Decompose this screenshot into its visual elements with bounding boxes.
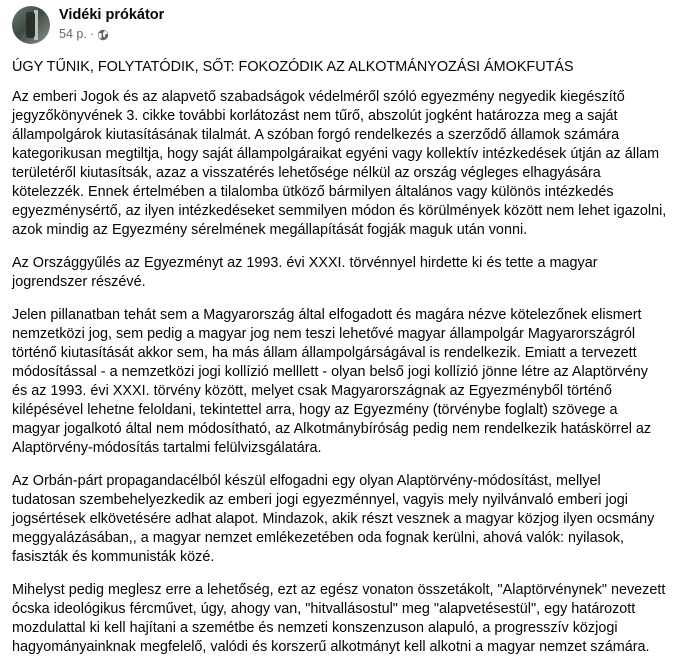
globe-icon[interactable] [97, 28, 109, 40]
post-paragraph: Jelen pillanatban tehát sem a Magyarország által elfogadott és magára nézve kötelezőnek elismert nemzetközi jog, sem pedig a magyar jog nem teszi lehetővé magyar állampolgár Magyarországról történő kiutasítását akkor sem, ha más állam állampolgárságával is rendelkezik. Emiatt a tervezett módosítással - a nemzetközi jogi kollízió melllett - olyan belső jogi kollízió jönne létre az Alaptörvény és az 1993. évi XXXI. törvény között, melyet csak Magyarországnak az Egyezményből történő kilépésével lehetne feloldani, tekintettel arra, hogy az Egyezmény (törvénybe foglalt) szövege a magyar jogalkotó által nem módosítható, az Alkotmánybíróság pedig nem rendelkezik hatáskörrel az Alaptörvény-módosítás tartalmi felülvizsgálatára. [12, 307, 652, 456]
author-name[interactable]: Vidéki prókátor [59, 7, 165, 23]
post-header [12, 0, 667, 52]
separator-dot: · [89, 27, 94, 41]
post-paragraph: Mihelyst pedig meglesz erre a lehetőség, ezt az egész vonaton összetákolt, "Alaptörvénynek" nevezett ócska ideológikus fércművet, úgy, ahogy van, "hitvallásostul" meg "alapvetésestül", egy határozott mozdulattal ki kell hajítani a szemétbe és nemzeti konszenzuson alapuló, a progresszív közjogi hagyományainknak megfelelő, valódi és korszerű alkotmányt kell alkotni a magyar nemzet számára. [12, 582, 666, 655]
post-body [12, 58, 667, 657]
post-subline [59, 25, 164, 43]
post-title: ÚGY TŰNIK, FOLYTATÓDIK, SŐT: FOKOZÓDIK AZ ALKOTMÁNYOZÁSI ÁMOKFUTÁS [12, 59, 574, 75]
post-timestamp[interactable]: 54 p. [59, 27, 87, 41]
post-paragraph: Az emberi Jogok és az alapvető szabadságok védelméről szóló egyezmény negyedik kiegészítő jegyzőkönyvének 3. cikke további korlátozást nem tűrő, abszolút jogként határozza meg a saját állampolgárok kiutasításának tilalmát. A szóban forgó rendelkezés a szerződő államok számára kategorikusan megtiltja, hogy saját állampolgáraikat egyéni vagy kollektív intézkedések útján az állam területéről kiutasítsák, azaz a visszatérés lehetősége nélkül az ország végleges elhagyására kötelezzék. Ennek értelmében a tilalomba ütköző bármilyen általános vagy különös intézkedés egyezménysértő, az ilyen intézkedéseket semmilyen módon és körülmények között nem lehet igazolni, azok mindig az Egyezmény sérelmének megállapítását fogják maguk után vonni. [12, 89, 667, 238]
post-paragraph: Az Orbán-párt propagandacélból készül elfogadni egy olyan Alaptörvény-módosítást, mellyel tudatosan szembehelyezkedik az emberi jogi egyezménnyel, vagyis mely nyilvánvaló emberi jogi jogsértések elkövetésére adhat alapot. Mindazok, akik részt vesznek a magyar közjog ilyen ocsmány meggyalázásában,, a magyar nemzet emlékezetében oda fognak kerülni, ahová valók: nyilasok, fasiszták és kommunisták közé. [12, 473, 655, 565]
profile-avatar[interactable] [12, 6, 50, 44]
post-paragraph: Az Országgyűlés az Egyezményt az 1993. évi XXXI. törvénnyel hirdette ki és tette a magyar jogrendszer részévé. [12, 255, 598, 290]
post-meta [59, 6, 164, 43]
